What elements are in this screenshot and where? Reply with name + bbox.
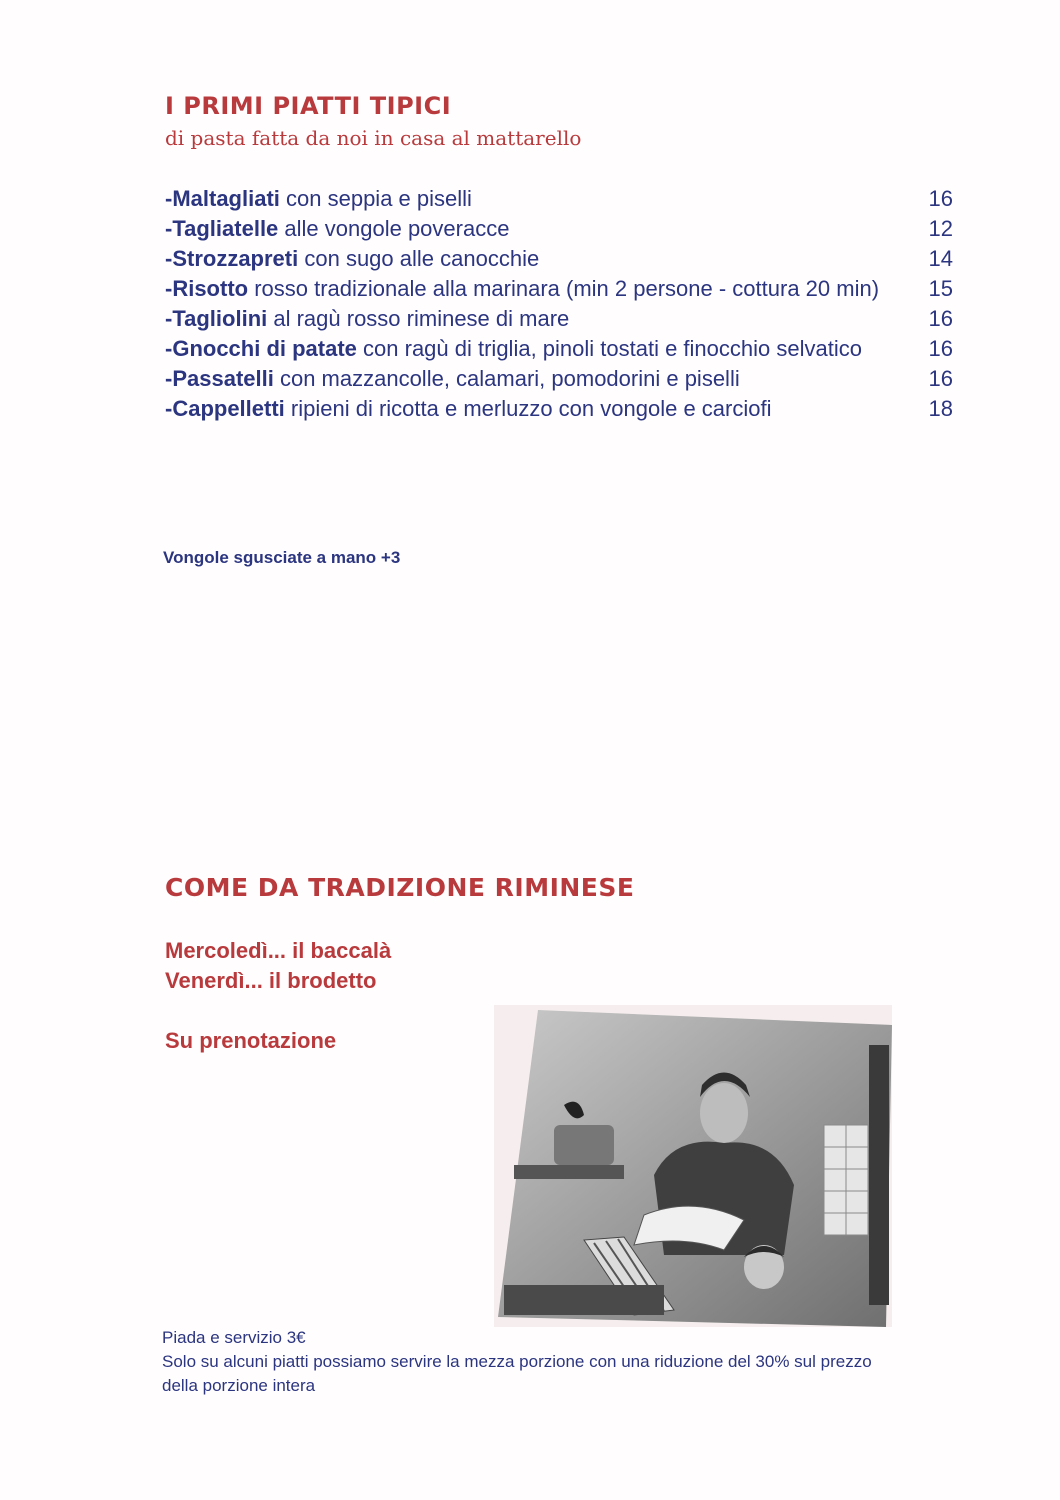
piada-service-note: Piada e servizio 3€ — [162, 1328, 306, 1347]
half-portion-note: Solo su alcuni piatti possiamo servire la mezza porzione con una riduzione del 30% sul prezzo della porzione intera — [162, 1352, 872, 1395]
section-title-tradizione: COME DA TRADIZIONE RIMINESE — [165, 873, 635, 902]
dish-description: con sugo alle canocchie — [298, 246, 540, 271]
dish-description: ripieni di ricotta e merluzzo con vongole e carciofi — [284, 396, 772, 421]
menu-item — [165, 274, 953, 304]
dish-description: con seppia e piselli — [279, 186, 472, 211]
section-title-primi: I PRIMI PIATTI TIPICI — [165, 92, 452, 120]
section-subtitle: di pasta fatta da noi in casa al mattarello — [165, 126, 582, 150]
stove-top — [514, 1165, 624, 1179]
dish-name: -Tagliatelle — [165, 216, 279, 241]
menu-item — [165, 334, 953, 364]
menu-item — [165, 214, 953, 244]
table-edge — [504, 1285, 664, 1315]
dish-name: -Passatelli — [165, 366, 274, 391]
pot — [554, 1125, 614, 1165]
tiled-wall — [824, 1125, 868, 1235]
dish-price: 16 — [928, 306, 953, 331]
dish-name: -Maltagliati — [165, 186, 280, 211]
menu-item — [165, 184, 953, 214]
friday-dish: Venerdì... il brodetto — [165, 968, 377, 993]
menu-item — [165, 244, 953, 274]
wednesday-dish: Mercoledì... il baccalà — [165, 938, 392, 963]
dish-description: con ragù di triglia, pinoli tostati e finocchio selvatico — [356, 336, 862, 361]
dish-name: -Cappelletti — [165, 396, 285, 421]
dish-price: 18 — [928, 396, 953, 421]
dark-wall-edge — [869, 1045, 889, 1305]
clams-note: Vongole sgusciate a mano +3 — [163, 548, 401, 567]
dish-price: 16 — [928, 336, 953, 361]
reservation-note: Su prenotazione — [165, 1028, 337, 1053]
dish-price: 16 — [928, 186, 953, 211]
dish-description: con mazzancolle, calamari, pomodorini e piselli — [273, 366, 740, 391]
menu-item — [165, 304, 953, 334]
menu-item — [165, 394, 953, 424]
dish-name: -Gnocchi di patate — [165, 336, 357, 361]
dish-price: 12 — [928, 216, 953, 241]
photo-illustration — [494, 1005, 892, 1327]
dish-description: alle vongole poveracce — [278, 216, 510, 241]
dish-name: -Tagliolini — [165, 306, 268, 331]
vintage-photo — [494, 1005, 892, 1327]
dish-description: al ragù rosso riminese di mare — [267, 306, 570, 331]
dish-price: 15 — [928, 276, 953, 301]
menu-list — [165, 184, 953, 424]
menu-item — [165, 364, 953, 394]
dish-name: -Risotto — [165, 276, 249, 301]
dish-description: rosso tradizionale alla marinara (min 2 persone - cottura 20 min) — [248, 276, 880, 301]
dish-price: 14 — [928, 246, 953, 271]
footer-notes — [162, 1326, 882, 1398]
dish-name: -Strozzapreti — [165, 246, 299, 271]
dish-price: 16 — [928, 366, 953, 391]
woman-head — [700, 1083, 748, 1143]
